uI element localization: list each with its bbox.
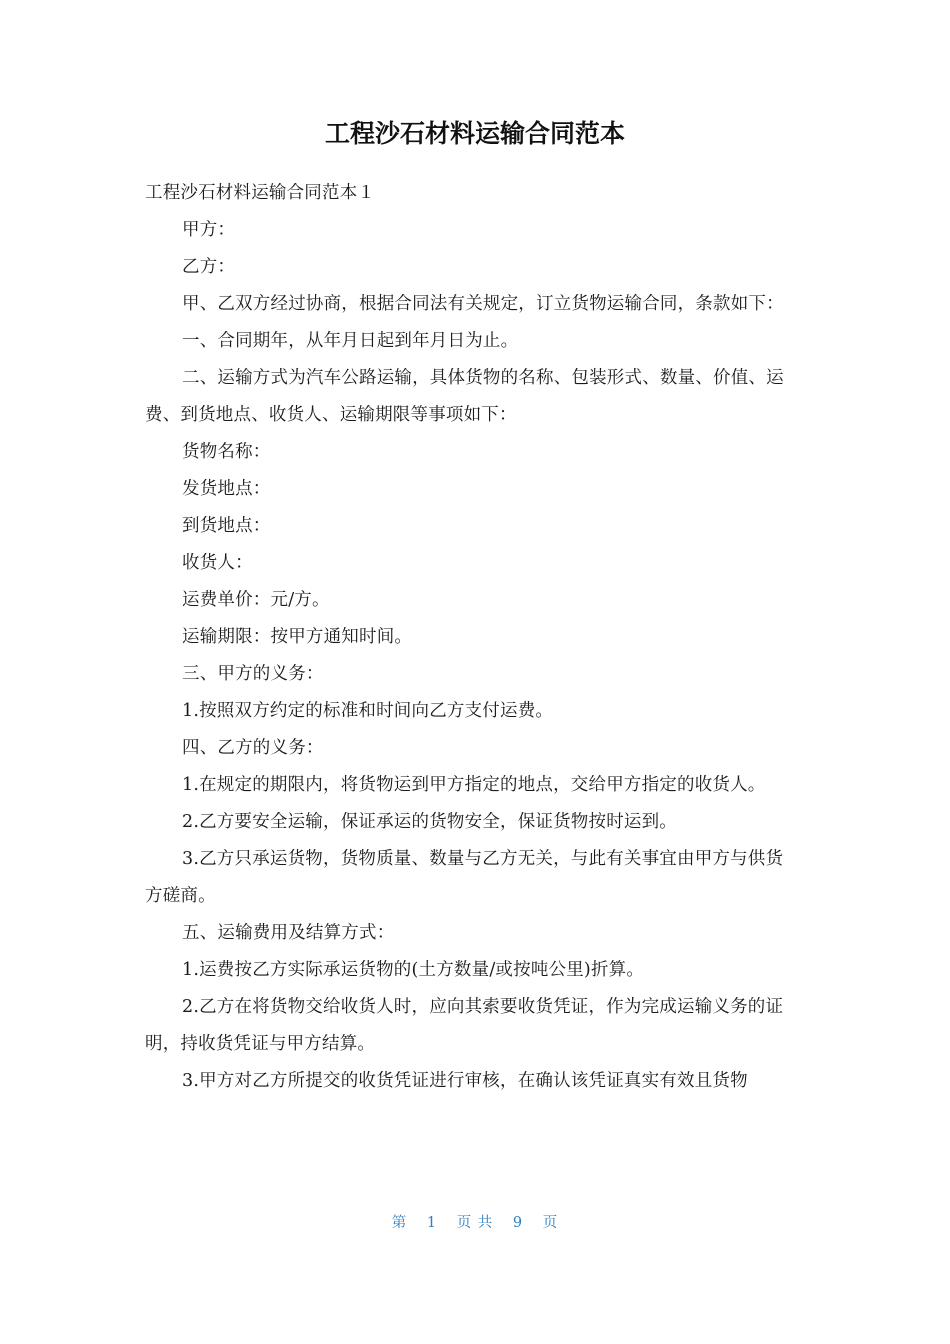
paragraph: 3.甲方对乙方所提交的收货凭证进行审核，在确认该凭证真实有效且货物 — [182, 1071, 748, 1091]
paragraph: 一、合同期年，从年月日起到年月日为止。 — [182, 331, 519, 351]
paragraph: 1.按照双方约定的标准和时间向乙方支付运费。 — [182, 701, 554, 721]
paragraph: 3.乙方只承运货物，货物质量、数量与乙方无关，与此有关事宜由甲方与供货方磋商。 — [145, 849, 784, 906]
document-title: 工程沙石材料运输合同范本 — [324, 119, 625, 148]
document-body — [145, 175, 800, 1100]
paragraph: 到货地点： — [182, 516, 271, 536]
footer-label-page-of: 页 共 — [456, 1215, 494, 1231]
footer-label-page: 第 — [391, 1215, 408, 1231]
paragraph: 1.运费按乙方实际承运货物的(土方数量/或按吨公里)折算。 — [182, 960, 645, 980]
paragraph: 1.在规定的期限内，将货物运到甲方指定的地点，交给甲方指定的收货人。 — [182, 775, 766, 795]
paragraph: 工程沙石材料运输合同范本１ — [145, 183, 376, 203]
total-page-count: 9 — [512, 1215, 524, 1231]
paragraph: 乙方： — [182, 257, 236, 277]
paragraph: 运输期限：按甲方通知时间。 — [182, 627, 413, 647]
paragraph: 四、乙方的义务： — [182, 738, 324, 758]
paragraph: 甲、乙双方经过协商，根据合同法有关规定，订立货物运输合同，条款如下： — [182, 294, 784, 314]
paragraph: 2.乙方在将货物交给收货人时，应向其索要收货凭证，作为完成运输义务的证明，持收货凭证与甲方结算。 — [145, 997, 784, 1054]
paragraph: 二、运输方式为汽车公路运输，具体货物的名称、包装形式、数量、价值、运费、到货地点、收货人、运输期限等事项如下： — [145, 368, 784, 425]
paragraph: 2.乙方要安全运输，保证承运的货物安全，保证货物按时运到。 — [182, 812, 677, 832]
footer-label-pages: 页 — [542, 1215, 559, 1231]
page-footer — [0, 1210, 950, 1236]
paragraph: 甲方： — [182, 220, 236, 240]
paragraph: 运费单价：元/方。 — [182, 590, 330, 610]
current-page-number: 1 — [426, 1215, 438, 1231]
paragraph: 货物名称： — [182, 442, 271, 462]
paragraph: 三、甲方的义务： — [182, 664, 324, 684]
paragraph: 发货地点： — [182, 479, 271, 499]
paragraph: 收货人： — [182, 553, 253, 573]
paragraph: 五、运输费用及结算方式： — [182, 923, 395, 943]
